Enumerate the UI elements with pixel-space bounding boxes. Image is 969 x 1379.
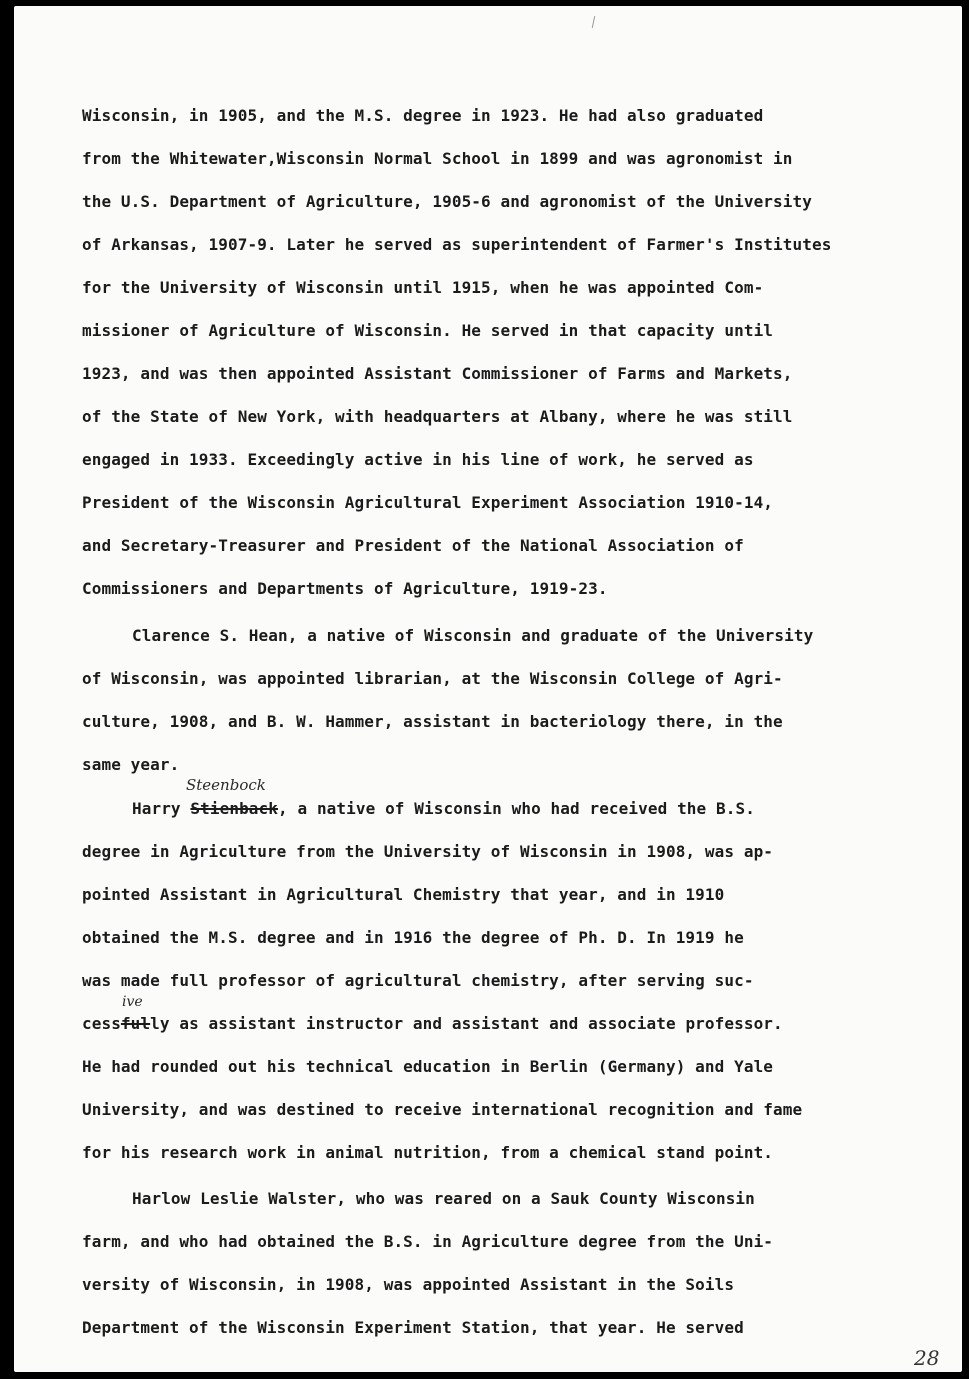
document-page: [14, 6, 962, 1372]
text-line: culture, 1908, and B. W. Hammer, assistant in bacteriology there, in the: [82, 712, 783, 731]
text-line: Department of the Wisconsin Experiment Station, that year. He served: [82, 1318, 744, 1337]
harry-rest: a native of Wisconsin who had received the B.S.: [297, 799, 755, 818]
text-line: obtained the M.S. degree and in 1916 the degree of Ph. D. In 1919 he: [82, 928, 744, 947]
text-line: degree in Agriculture from the University of Wisconsin in 1908, was ap-: [82, 842, 774, 861]
text-line: Commissioners and Departments of Agriculture, 1919-23.: [82, 579, 608, 598]
handwritten-correction: ive: [122, 994, 143, 1010]
text-line: the U.S. Department of Agriculture, 1905-6 and agronomist of the University: [82, 192, 812, 211]
text-line: He had rounded out his technical education in Berlin (Germany) and Yale: [82, 1057, 774, 1076]
text-line: Clarence S. Hean, a native of Wisconsin and graduate of the University: [132, 626, 814, 645]
harry-prefix: Harry: [132, 799, 191, 818]
struck-suffix: ,: [278, 799, 288, 818]
text-line: from the Whitewater,Wisconsin Normal School in 1899 and was agronomist in: [82, 149, 793, 168]
text-line: for the University of Wisconsin until 1915, when he was appointed Com-: [82, 278, 764, 297]
text-line: and Secretary-Treasurer and President of the National Association of: [82, 536, 744, 555]
text-line: of Arkansas, 1907-9. Later he served as superintendent of Farmer's Institutes: [82, 235, 832, 254]
text-line: Wisconsin, in 1905, and the M.S. degree in 1923. He had also graduated: [82, 106, 764, 125]
handwritten-correction: Steenbock: [186, 776, 266, 794]
text-line: engaged in 1933. Exceedingly active in his line of work, he served as: [82, 450, 754, 469]
text-line: Harlow Leslie Walster, who was reared on a Sauk County Wisconsin: [132, 1189, 755, 1208]
stray-mark: [592, 16, 595, 28]
text-line: same year.: [82, 755, 180, 774]
struck-text: Stienback: [190, 799, 279, 818]
text-line: was made full professor of agricultural chemistry, after serving suc-: [82, 971, 754, 990]
text-line: pointed Assistant in Agricultural Chemistry that year, and in 1910: [82, 885, 725, 904]
text-line: for his research work in animal nutrition, from a chemical stand point.: [82, 1143, 774, 1162]
text-line: President of the Wisconsin Agricultural Experiment Association 1910-14,: [82, 493, 774, 512]
struck-text: ful: [120, 1014, 151, 1033]
cess-rest: ly as assistant instructor and assistant and associate professor.: [150, 1014, 783, 1033]
text-line: of Wisconsin, was appointed librarian, at the Wisconsin College of Agri-: [82, 669, 783, 688]
text-line-harry: [132, 799, 755, 819]
cess-prefix: cess: [82, 1014, 121, 1033]
text-line: missioner of Agriculture of Wisconsin. He served in that capacity until: [82, 321, 774, 340]
text-line-successively: [82, 1014, 783, 1034]
page-number: 28: [914, 1346, 940, 1370]
text-line: versity of Wisconsin, in 1908, was appointed Assistant in the Soils: [82, 1275, 735, 1294]
text-line: University, and was destined to receive international recognition and fame: [82, 1100, 803, 1119]
text-line: 1923, and was then appointed Assistant Commissioner of Farms and Markets,: [82, 364, 793, 383]
text-line: of the State of New York, with headquarters at Albany, where he was still: [82, 407, 793, 426]
text-line: farm, and who had obtained the B.S. in Agriculture degree from the Uni-: [82, 1232, 774, 1251]
